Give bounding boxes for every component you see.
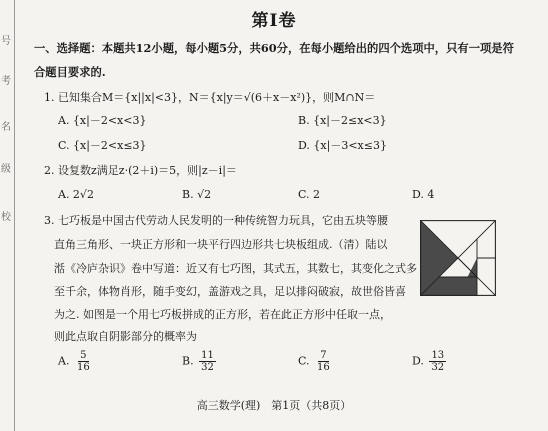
denominator: 32 — [431, 362, 445, 373]
denominator: 32 — [201, 362, 214, 373]
instructions-line-1: 一、选择题：本题共12小题，每小题5分，共60分，在每小题给出的四个选项中，只有一项是符 — [34, 41, 514, 55]
q3-line-5: 为之. 如图是一个用七巧板拼成的正方形，若在此正方形中任取一点， — [54, 308, 391, 321]
margin-mark: 校 — [1, 212, 11, 223]
q1-option-c: C. {x|－2<x≤3} — [58, 139, 147, 152]
q2-option-b: B. √2 — [182, 188, 212, 201]
option-label: B. — [182, 354, 194, 368]
fraction — [429, 350, 446, 373]
q1-option-b: B. {x|－2≤x<3} — [298, 114, 387, 127]
q3-line-4: 至千余，体物肖形，随手变幻，盖游戏之具，足以排闷破寂，故世俗皆喜 — [54, 285, 406, 298]
page-footer: 高三数学(理) 第1页（共8页） — [196, 399, 352, 412]
tangram-figure — [420, 220, 496, 296]
q3-option-c — [298, 350, 332, 373]
q3-line-6: 则此点取自阴影部分的概率为 — [54, 330, 197, 343]
denominator: 16 — [317, 362, 330, 373]
denominator: 16 — [76, 362, 90, 373]
q3-line-3: 湉《冷庐杂识》卷中写道：近又有七巧图，其式五，其数七，其变化之式多 — [54, 262, 417, 275]
fraction — [75, 350, 92, 373]
q2-option-d: D. 4 — [412, 188, 435, 201]
q1-option-d: D. {x|－3<x≤3} — [298, 139, 387, 152]
q3-option-a — [58, 350, 92, 373]
instructions-line-2: 合题目要求的. — [34, 65, 106, 79]
margin-mark: 号 — [1, 36, 11, 47]
q1-stem: 1. 已知集合M＝{x||x|<3}，N＝{x|y＝√(6＋x－x²)}，则M∩N＝ — [44, 91, 376, 104]
q2-option-c: C. 2 — [298, 188, 321, 201]
fraction — [315, 350, 332, 373]
numerator: 7 — [320, 350, 327, 361]
option-label: C. — [298, 354, 310, 368]
q3-line-2: 直角三角形、一块正方形和一块平行四边形共七块板组成.（清）陆以 — [54, 238, 388, 251]
margin-mark: 级 — [1, 164, 11, 175]
q3-option-b — [182, 350, 216, 373]
fraction — [199, 350, 216, 373]
q3-line-1: 3. 七巧板是中国古代劳动人民发明的一种传统智力玩具，它由五块等腰 — [44, 214, 388, 227]
numerator: 11 — [201, 350, 214, 361]
option-label: D. — [412, 354, 424, 368]
margin-mark: 名 — [1, 122, 11, 133]
numerator: 13 — [431, 350, 445, 361]
option-label: A. — [58, 354, 70, 368]
binding-margin-line — [14, 0, 15, 431]
section-title: 第Ⅰ卷 — [251, 11, 297, 31]
numerator: 5 — [80, 350, 87, 361]
q2-stem: 2. 设复数z满足z·(2＋i)＝5，则|z－i|＝ — [44, 164, 237, 177]
q3-option-d — [412, 350, 446, 373]
q1-option-a: A. {x|－2<x<3} — [58, 114, 147, 127]
q2-option-a: A. 2√2 — [58, 188, 94, 201]
margin-mark: 考 — [1, 76, 11, 87]
